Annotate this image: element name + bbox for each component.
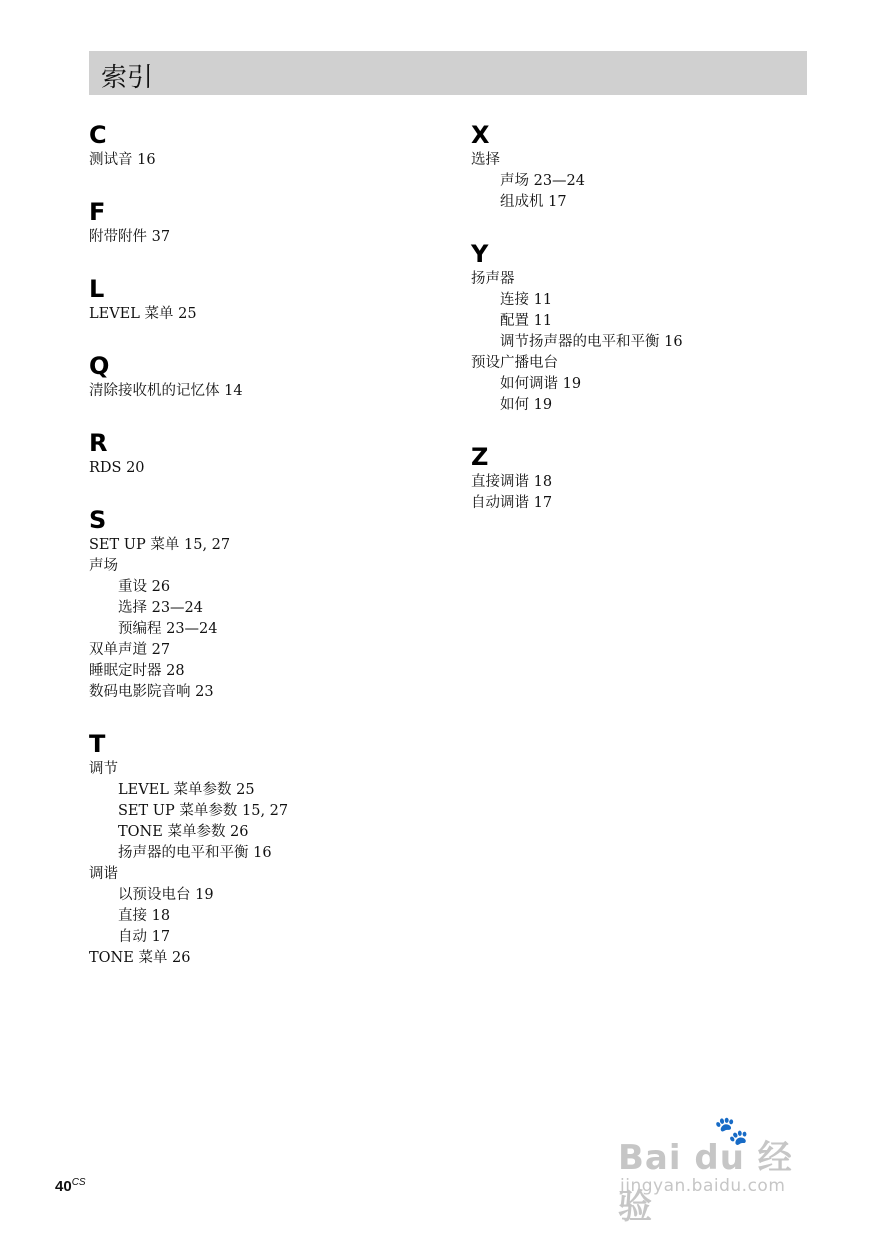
- index-subentry: 选择 23—24: [118, 600, 204, 616]
- index-section-l: [89, 274, 429, 325]
- section-letter: R: [89, 429, 108, 457]
- index-entry: 自动调谐 17: [471, 495, 553, 511]
- index-column-left: [89, 120, 429, 995]
- index-subentry: 如何 19: [500, 397, 553, 413]
- index-subentry: 组成机 17: [500, 194, 567, 210]
- index-entry: 扬声器: [471, 271, 515, 287]
- index-subentry: 以预设电台 19: [118, 887, 214, 903]
- index-section-t: [89, 729, 429, 969]
- page-title: 索引: [101, 63, 154, 93]
- watermark-brand: Bai du 经验: [618, 1138, 793, 1227]
- section-letter: C: [89, 121, 107, 149]
- index-entry: 睡眠定时器 28: [89, 663, 185, 679]
- section-letter: Y: [471, 240, 489, 268]
- index-entry: TONE 菜单 26: [89, 950, 191, 966]
- index-subentry: 重设 26: [118, 579, 171, 595]
- section-letter: S: [89, 506, 107, 534]
- index-entry: SET UP 菜单 15, 27: [89, 537, 231, 553]
- index-section-y: [471, 239, 811, 416]
- index-subentry: SET UP 菜单参数 15, 27: [118, 803, 289, 819]
- index-entry: 附带附件 37: [89, 229, 171, 245]
- index-subentry: 自动 17: [118, 929, 171, 945]
- index-subentry: 声场 23—24: [500, 173, 586, 189]
- index-subentry: 调节扬声器的电平和平衡 16: [500, 334, 683, 350]
- index-subentry: 扬声器的电平和平衡 16: [118, 845, 272, 861]
- index-subentry: 如何调谐 19: [500, 376, 582, 392]
- section-letter: Z: [471, 443, 489, 471]
- watermark-url: jingyan.baidu.com: [620, 1176, 786, 1196]
- index-section-c: [89, 120, 429, 171]
- index-entry: 调节: [89, 761, 118, 777]
- index-entry: 双单声道 27: [89, 642, 171, 658]
- index-entry: 调谐: [89, 866, 118, 882]
- section-letter: Q: [89, 352, 110, 380]
- section-letter: X: [471, 121, 490, 149]
- index-subentry: TONE 菜单参数 26: [118, 824, 249, 840]
- index-entry: 清除接收机的记忆体 14: [89, 383, 243, 399]
- index-entry: RDS 20: [89, 460, 145, 476]
- index-section-f: [89, 197, 429, 248]
- section-letter: T: [89, 730, 106, 758]
- baidu-watermark: [618, 1114, 823, 1227]
- page-number-value: 40: [55, 1178, 72, 1195]
- index-entry: 选择: [471, 152, 500, 168]
- page-number: [55, 1177, 86, 1195]
- index-subentry: LEVEL 菜单参数 25: [118, 782, 255, 798]
- index-entry: 声场: [89, 558, 118, 574]
- index-entry: 预设广播电台: [471, 355, 558, 371]
- index-entry: 测试音 16: [89, 152, 156, 168]
- index-entry: LEVEL 菜单 25: [89, 306, 197, 322]
- index-entry: 直接调谐 18: [471, 474, 553, 490]
- index-section-z: [471, 442, 811, 514]
- section-letter: F: [89, 198, 106, 226]
- index-subentry: 配置 11: [500, 313, 553, 329]
- index-entry: 数码电影院音响 23: [89, 684, 214, 700]
- paw-icon: 🐾: [714, 1114, 749, 1147]
- index-section-s: [89, 505, 429, 703]
- index-section-x: [471, 120, 811, 213]
- index-column-right: [471, 120, 811, 540]
- index-subentry: 直接 18: [118, 908, 171, 924]
- section-letter: L: [89, 275, 105, 303]
- index-title-bar: [89, 51, 807, 95]
- index-subentry: 预编程 23—24: [118, 621, 218, 637]
- index-section-q: [89, 351, 429, 402]
- page-number-suffix: CS: [71, 1177, 86, 1188]
- index-section-r: [89, 428, 429, 479]
- index-subentry: 连接 11: [500, 292, 553, 308]
